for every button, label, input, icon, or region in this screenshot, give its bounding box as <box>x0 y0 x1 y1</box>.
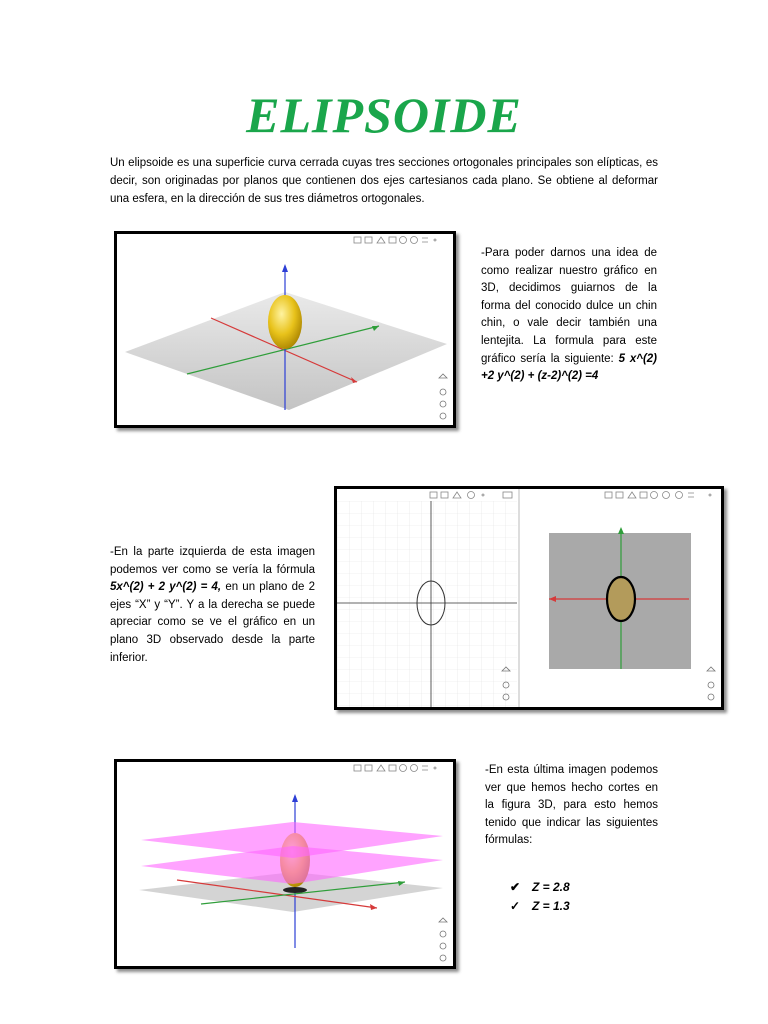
graph-2d-view <box>337 501 517 707</box>
cut-formulas-list <box>510 878 570 916</box>
ellipse-3d-bottom <box>607 577 635 621</box>
list-item <box>510 878 570 897</box>
page-title: ELIPSOIDE <box>246 87 522 143</box>
intro-paragraph: Un elipsoide es una superficie curva cerrada cuyas tres secciones ortogonales principales son elípticas, es decir, son originadas por planos que contienen dos ejes cartesianos cada plano. Se obtiene al deformar una esfera, en la dirección de sus tres diámetros ortogonales. <box>110 157 658 205</box>
section2-paragraph: -En la parte izquierda de esta imagen podemos ver como se vería la fórmula 5x^(2) + 2 y^(2) = 4, en un plano de 2 ejes “X” y “Y”. Y a la derecha se puede apreciar como se ve el gráfico en un plano 3D observado desde la parte inferior. <box>110 546 315 664</box>
section1-paragraph: -Para poder darnos una idea de como realizar nuestro gráfico en 3D, decidimos guiarnos de la forma del conocido dulce un chin chin, o vale decir también una lentejita. La formula para este gráfico sería la siguiente: 5 x^(2) +2 y^(2) + (z-2)^(2) =4 <box>481 247 658 383</box>
graphing-toolbar[interactable] <box>354 237 436 244</box>
graph-3d-bottom-view <box>549 527 691 669</box>
figure-3d-cuts <box>114 759 456 969</box>
cut-formula: Z = 1.3 <box>532 899 570 913</box>
graphing-toolbar-right[interactable] <box>605 492 711 499</box>
ellipse-formula: 5x^(2) + 2 y^(2) = 4, <box>110 581 222 594</box>
list-item <box>510 897 570 916</box>
ellipsoid-formula: 5 x^(2) +2 y^(2) + (z-2)^(2) =4 <box>481 352 658 383</box>
figure-2d-and-3d-views <box>334 486 724 710</box>
graphing-toolbar-left[interactable] <box>430 492 512 499</box>
graphing-toolbar[interactable] <box>354 765 436 772</box>
ellipsoid-shape <box>268 295 302 349</box>
section3-paragraph: -En esta última imagen podemos ver que hemos hecho cortes en la figura 3D, para esto hemos tenido que indicar las siguientes fórmulas: <box>485 764 658 847</box>
check-icon: ✔ <box>510 880 521 894</box>
view-side-controls[interactable] <box>439 374 447 419</box>
check-icon: ✓ <box>510 899 521 913</box>
figure-3d-ellipsoid <box>114 231 456 428</box>
cut-plane-lower <box>141 846 443 884</box>
view-side-controls-right[interactable] <box>707 667 715 700</box>
view-side-controls[interactable] <box>439 918 447 961</box>
cut-formula: Z = 2.8 <box>532 880 570 894</box>
